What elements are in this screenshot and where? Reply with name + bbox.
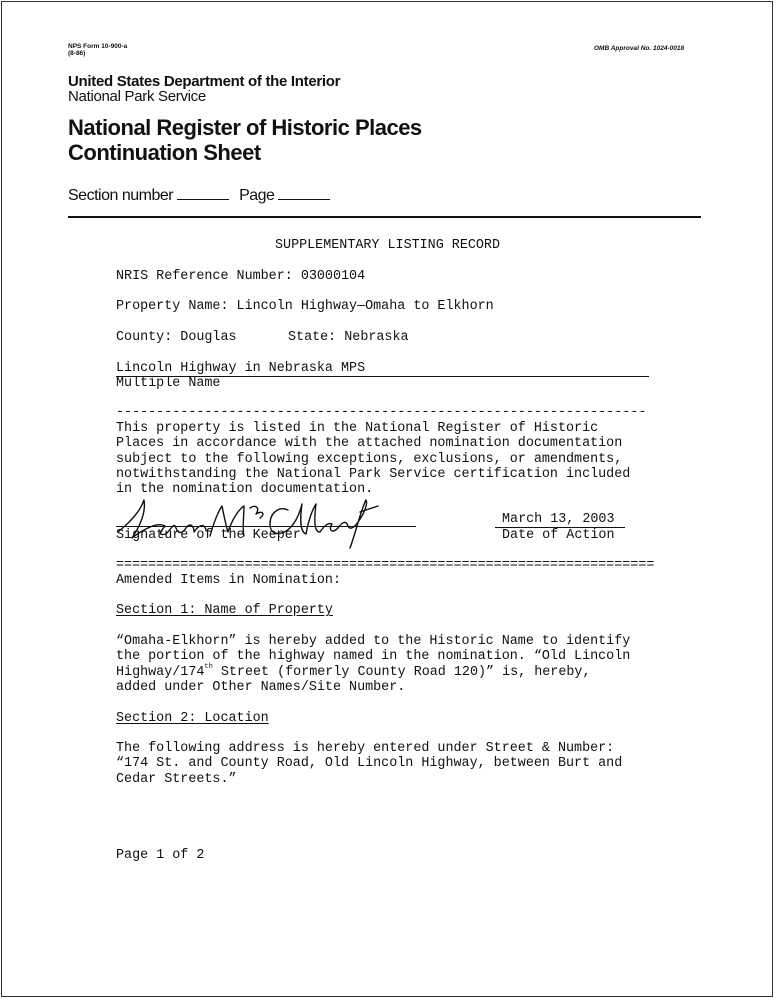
property-name: Property Name: Lincoln Highway—Omaha to Elkhorn [116, 299, 494, 314]
page-footer: Page 1 of 2 [116, 848, 205, 863]
signature-label: Signature of the Keeper [116, 528, 301, 543]
nris-reference: NRIS Reference Number: 03000104 [116, 269, 366, 284]
multiple-name-label: Multiple Name [116, 376, 221, 391]
multiple-name-value: Lincoln Highway in Nebraska MPS [116, 361, 649, 377]
section1-title: Section 1: Name of Property [116, 603, 333, 618]
dash-separator: ------------------------------------------------------------------ [116, 405, 647, 420]
agency-name: National Park Service [68, 88, 206, 105]
date-of-action-value: March 13, 2003 [495, 512, 625, 528]
county: County: Douglas [116, 330, 237, 345]
signature-line [116, 526, 416, 527]
record-heading: SUPPLEMENTARY LISTING RECORD [275, 238, 500, 253]
form-title [68, 115, 422, 165]
section-number-label: Section number [68, 187, 174, 204]
section-number-blank [177, 199, 229, 200]
section-page-row [68, 187, 340, 205]
listing-statement: This property is listed in the National Register of Historic Places in accordance with the attached nomination documentation subject to the following exceptions, exclusions, or amendments, notwithstanding the National Park Service certification included in the nomination documentation. [116, 421, 631, 498]
page-label: Page [239, 187, 275, 204]
form-number: NPS Form 10-900-a (8-86) [68, 43, 128, 57]
section2-text: The following address is hereby entered under Street & Number: “174 St. and County Road, Old Lincoln Highway, between Burt and Cedar Streets.” [116, 741, 623, 787]
signature-name: Linda McClelland [110, 492, 118, 493]
amended-items-heading: Amended Items in Nomination: [116, 573, 341, 588]
omb-approval: OMB Approval No. 1024-0018 [594, 45, 685, 52]
header-rule [68, 216, 701, 218]
page-blank [278, 199, 330, 200]
department-name: United States Department of the Interior [68, 73, 341, 90]
date-of-action-label: Date of Action [502, 528, 615, 543]
section2-title: Section 2: Location [116, 711, 269, 726]
state: State: Nebraska [288, 330, 409, 345]
form-title-line2: Continuation Sheet [68, 140, 261, 165]
equals-separator: =================================================================== [116, 558, 655, 573]
section1-text: “Omaha-Elkhorn” is hereby added to the Historic Name to identify the portion of the highway named in the nomination. “Old Lincoln Highway/174th Street (formerly County Road 120)” is, hereby, added under Other Names/Site Number. [116, 634, 631, 695]
form-title-line1: National Register of Historic Places [68, 115, 422, 140]
